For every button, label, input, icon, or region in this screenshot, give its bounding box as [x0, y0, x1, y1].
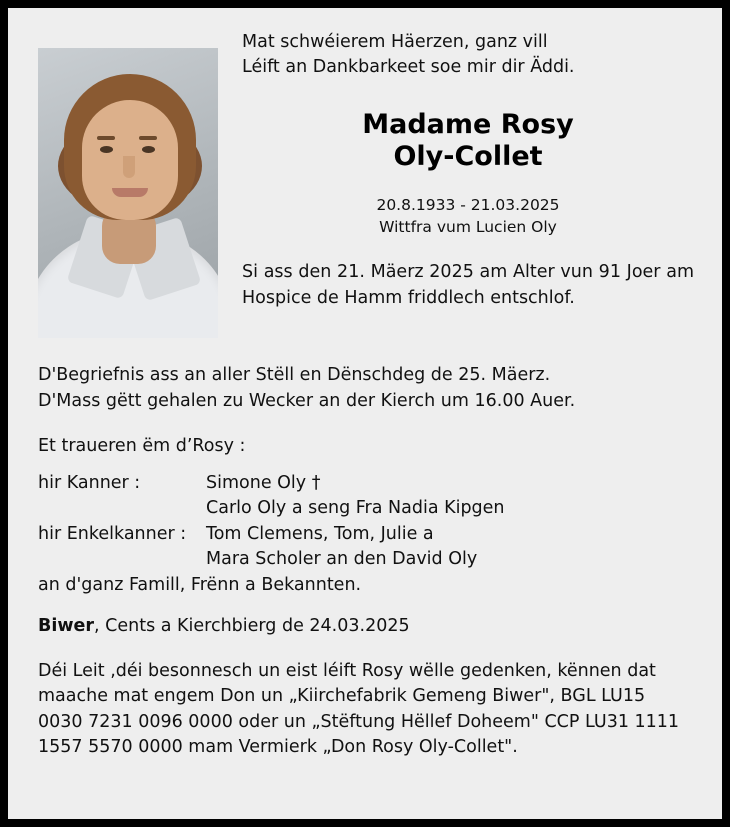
family-label: hir Enkelkanner :: [38, 523, 187, 544]
place-rest: , Cents a Kierchbierg de 24.03.2025: [94, 615, 410, 636]
mourners-intro: Et traueren ëm d’Rosy :: [38, 435, 246, 456]
deceased-name-line-1: Madame Rosy: [362, 108, 574, 140]
donation-paragraph: Déi Leit ‚déi besonnesch un eist léift Rosy wëlle gedenken, kënnen dat maache mat engem Don un „Kiirchefabrik Gemeng Biwer", BGL LU15 0030 7231 0096 0000 oder un „Stëftung Hëllef Doheem" CCP LU31 1111 1557 5570 0000 mam Vermierk „Don Rosy Oly-Collet".: [38, 660, 680, 757]
family-row: [38, 471, 694, 496]
family-list: [38, 471, 694, 599]
place-name: Biwer: [38, 615, 95, 636]
portrait-mouth: [112, 188, 148, 197]
spouse-line: Wittfra vum Lucien Oly: [379, 218, 557, 236]
obituary-notice: [8, 8, 722, 819]
deceased-name: [242, 109, 694, 174]
portrait-brow-left: [97, 136, 115, 140]
family-row: [38, 522, 694, 547]
portrait-photo: [38, 48, 218, 338]
header-text: [218, 30, 698, 311]
funeral-line-2: D'Mass gëtt gehalen zu Wecker an der Kierch um 16.00 Auer.: [38, 391, 576, 412]
portrait-eye-left: [100, 146, 113, 153]
family-closing: an d'ganz Famill, Frënn a Bekannten.: [38, 575, 362, 596]
funeral-line-1: D'Begriefnis ass an aller Stëll en Dënschdeg de 25. Mäerz.: [38, 365, 551, 385]
portrait-nose: [123, 156, 135, 178]
portrait-eye-right: [142, 146, 155, 153]
family-label: hir Kanner :: [38, 472, 141, 493]
lead-line-2: Léift an Dankbarkeet soe mir dir Äddi.: [242, 57, 575, 78]
life-dates: 20.8.1933 - 21.03.2025: [376, 195, 560, 214]
life-dates-block: [242, 194, 694, 239]
family-row: Mara Scholer an den David Oly: [206, 548, 478, 569]
deceased-name-line-2: Oly-Collet: [393, 141, 543, 173]
body-text: [8, 362, 722, 760]
family-value: Tom Clemens, Tom, Julie a: [206, 523, 434, 544]
header-block: [8, 8, 722, 338]
funeral-paragraph: [38, 362, 694, 415]
lead-text: [242, 30, 694, 81]
place-date-line: [38, 613, 694, 639]
passing-paragraph: Si ass den 21. Mäerz 2025 am Alter vun 91 Joer am Hospice de Hamm friddlech entschlof.: [242, 262, 694, 308]
family-row: Carlo Oly a seng Fra Nadia Kipgen: [206, 498, 505, 519]
portrait-brow-right: [139, 136, 157, 140]
lead-line-1: Mat schwéierem Häerzen, ganz vill: [242, 32, 548, 52]
family-value: Simone Oly †: [206, 472, 321, 493]
